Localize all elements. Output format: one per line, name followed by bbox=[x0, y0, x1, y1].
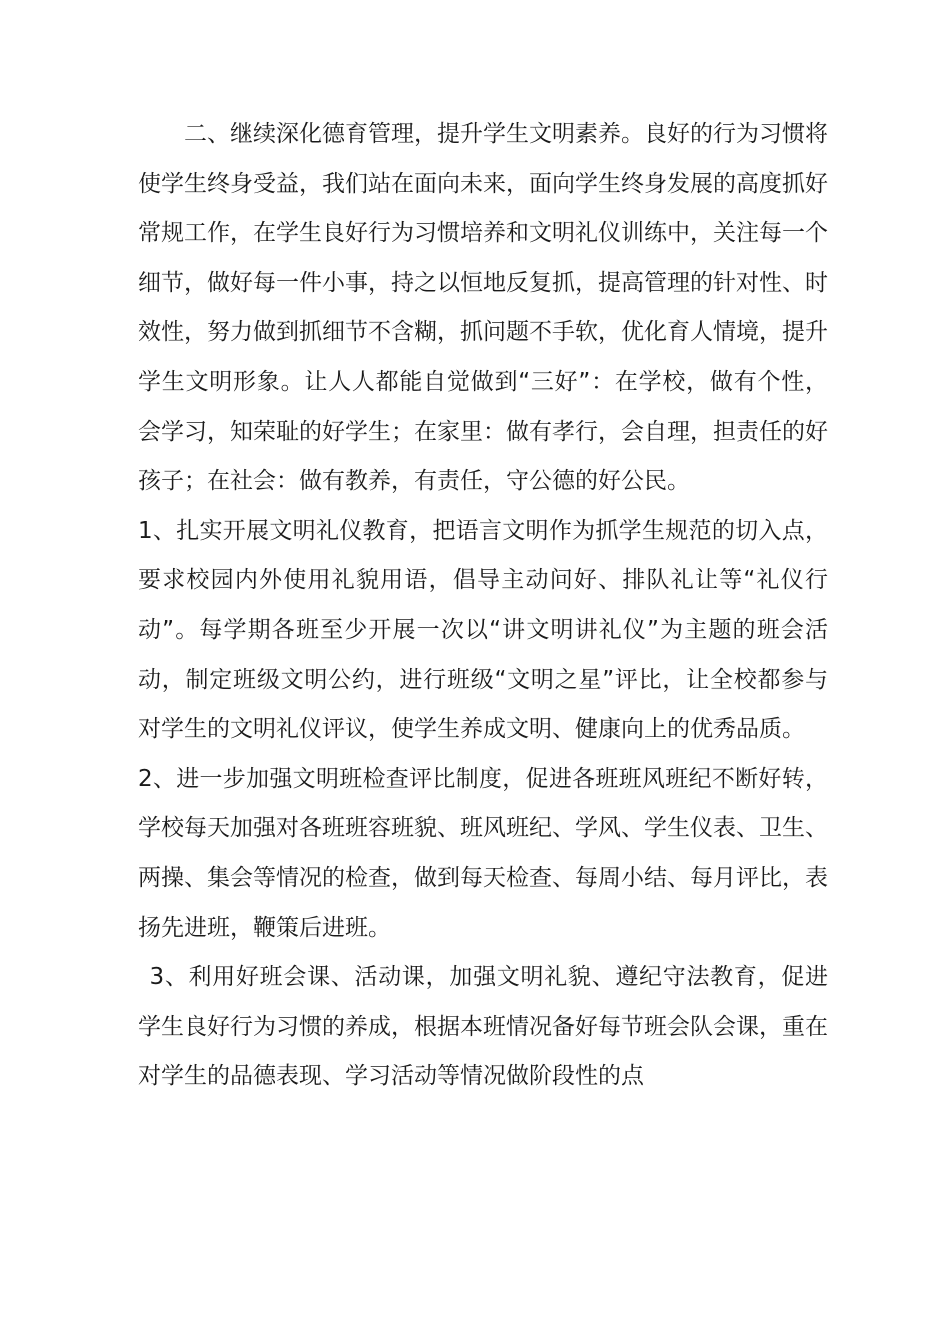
document-body bbox=[138, 110, 828, 1102]
paragraph-item-3: 3、利用好班会课、活动课，加强文明礼貌、遵纪守法教育，促进学生良好行为习惯的养成，根据本班情况备好每节班会队会课，重在对学生的品德表现、学习活动等情况做阶段性的点 bbox=[138, 964, 828, 1090]
paragraph-item-1: 1、扎实开展文明礼仪教育，把语言文明作为抓学生规范的切入点，要求校园内外使用礼貌用语，倡导主动问好、排队礼让等“礼仪行动”。每学期各班至少开展一次以“讲文明讲礼仪”为主题的班会活动，制定班级文明公约，进行班级“文明之星”评比，让全校都参与对学生的文明礼仪评议，使学生养成文明、健康向上的优秀品质。 bbox=[138, 517, 828, 743]
paragraph-moral-education: 二、继续深化德育管理，提升学生文明素养。良好的行为习惯将使学生终身受益，我们站在面向未来，面向学生终身发展的高度抓好常规工作，在学生良好行为习惯培养和文明礼仪训练中，关注每一个细节，做好每一件小事，持之以恒地反复抓，提高管理的针对性、时效性，努力做到抓细节不含糊，抓问题不手软，优化育人情境，提升学生文明形象。让人人都能自觉做到“三好”：在学校，做有个性，会学习，知荣耻的好学生；在家里：做有孝行，会自理，担责任的好孩子；在社会：做有教养，有责任，守公德的好公民。 bbox=[138, 121, 828, 495]
paragraph-item-2: 2、进一步加强文明班检查评比制度，促进各班班风班纪不断好转，学校每天加强对各班班容班貌、班风班纪、学风、学生仪表、卫生、两操、集会等情况的检查，做到每天检查、每周小结、每月评比，表扬先进班，鞭策后进班。 bbox=[138, 765, 828, 941]
